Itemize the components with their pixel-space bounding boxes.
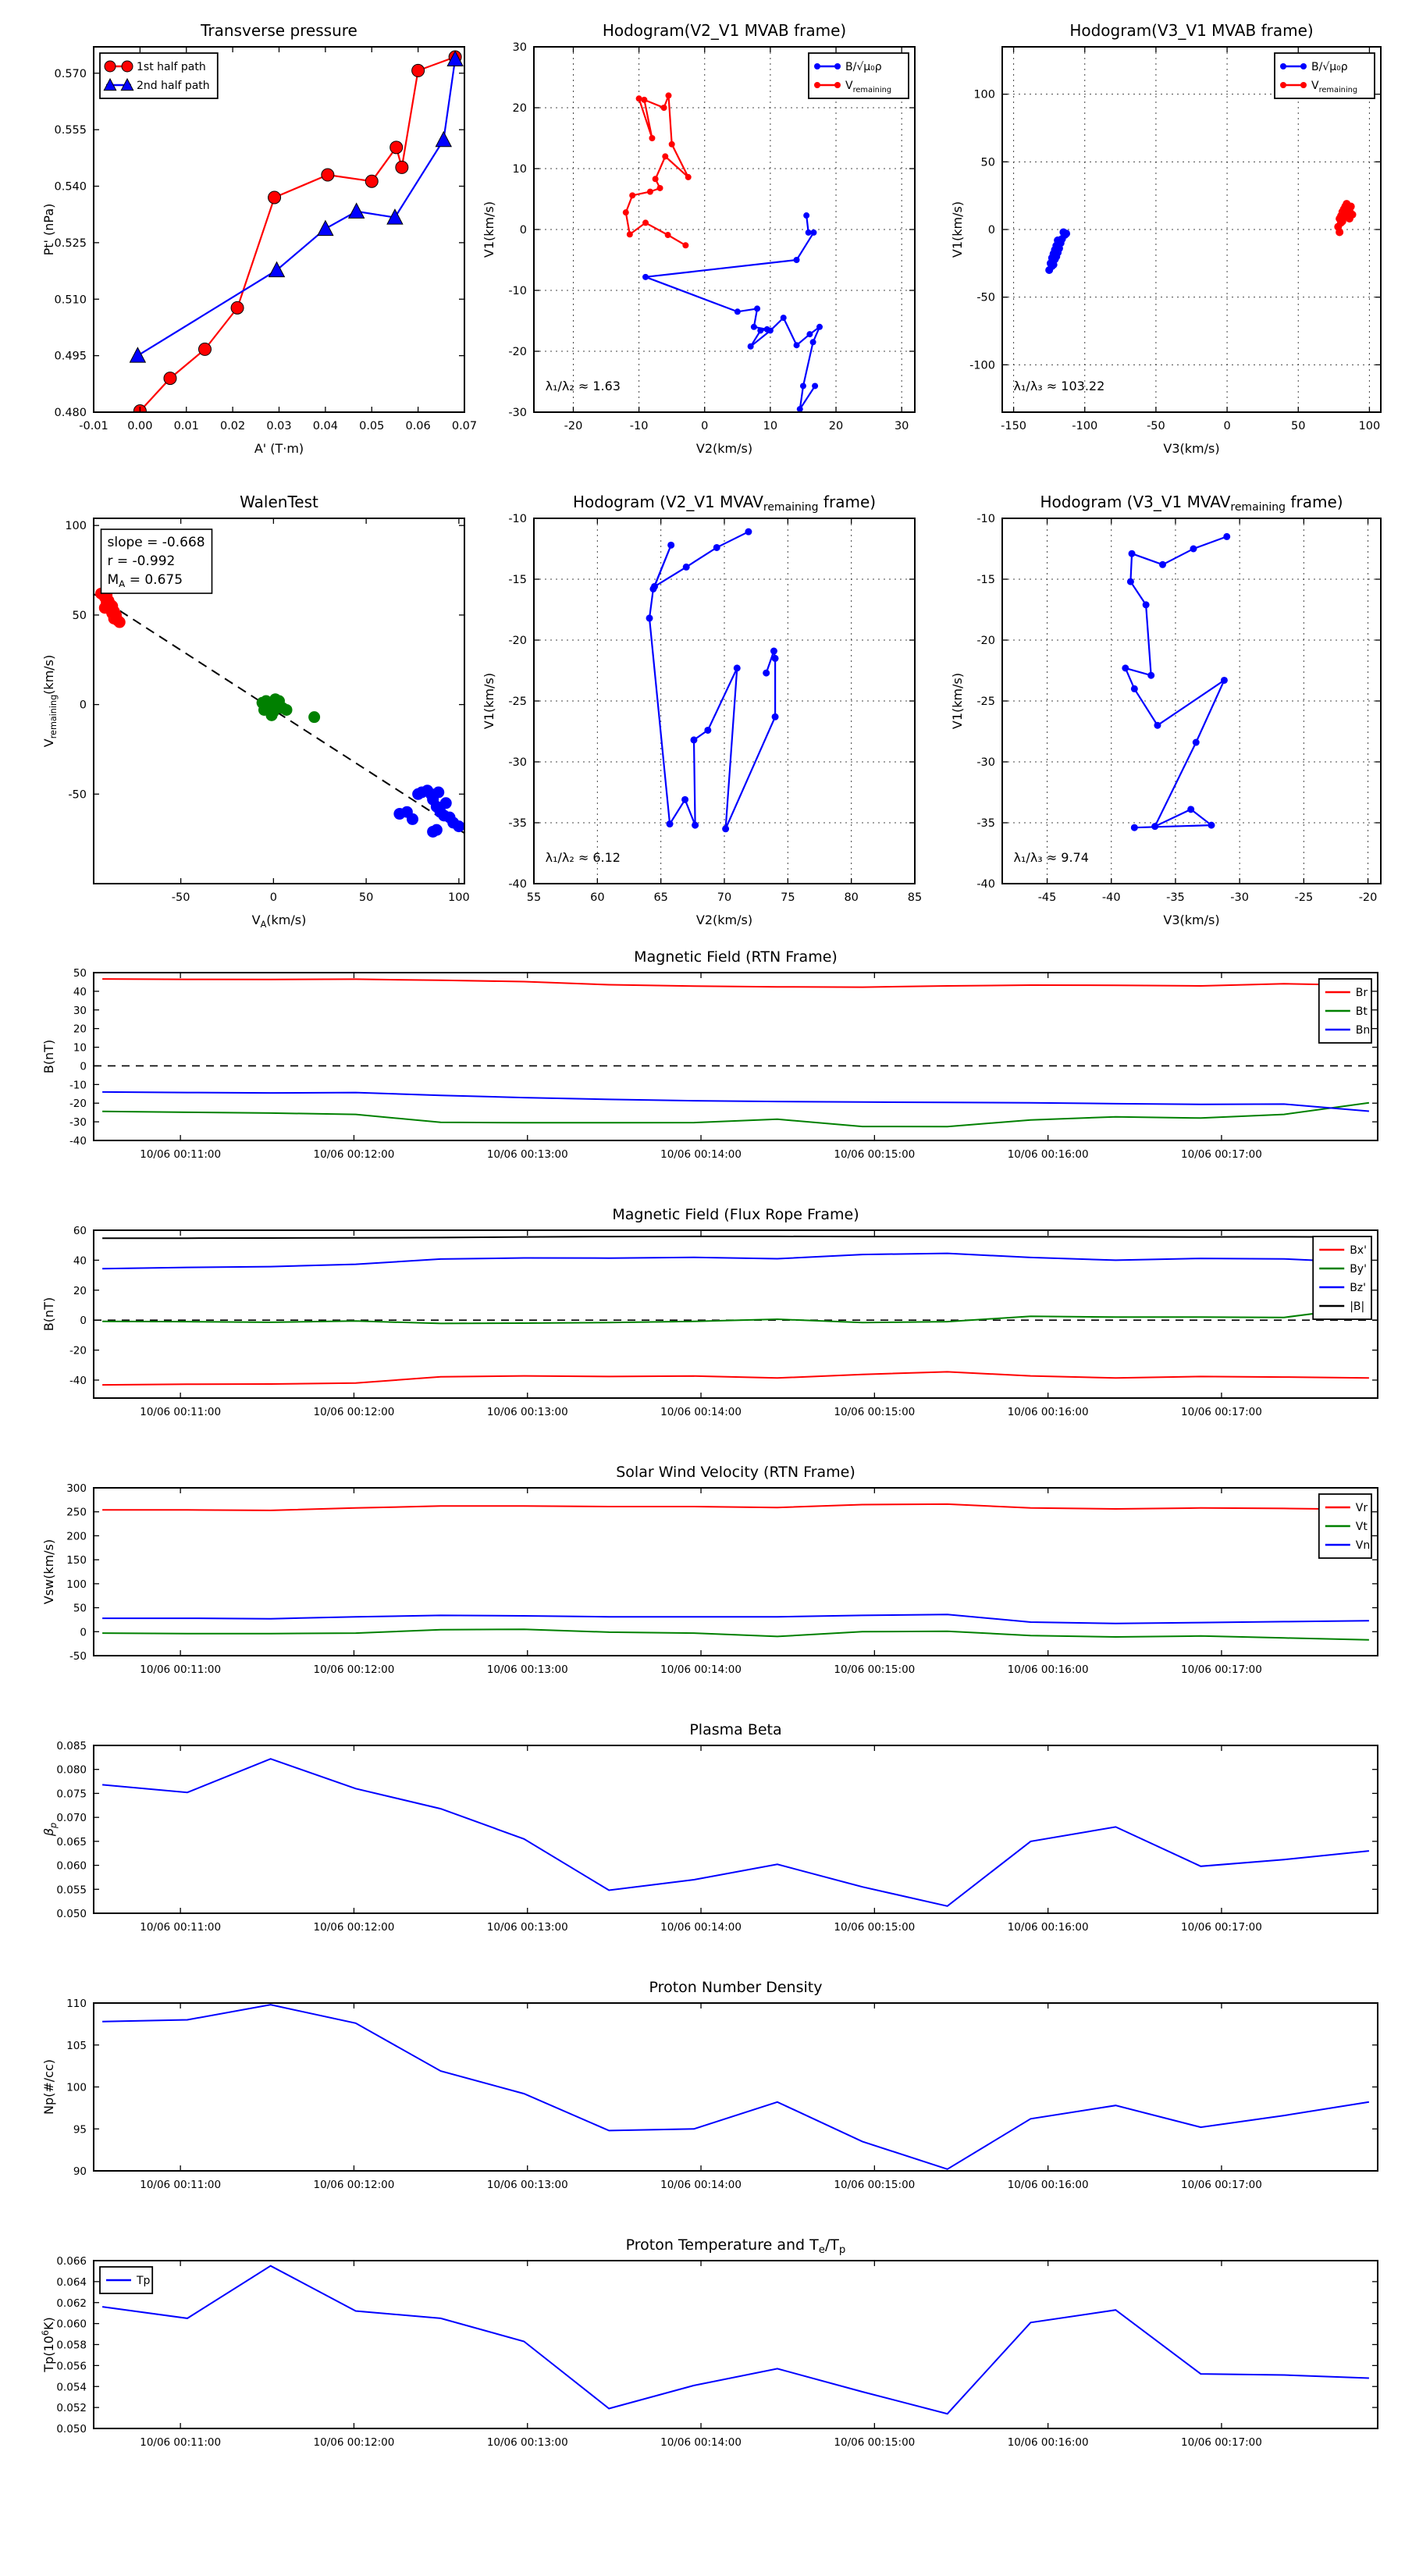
- x-tick-labels: [140, 1148, 1262, 1161]
- hodogram-v2v1-mvab-svg: [478, 6, 938, 475]
- y-tick-labels: [976, 513, 995, 891]
- legend: [1319, 1494, 1371, 1558]
- svg-text:1st half path: 1st half path: [137, 61, 206, 73]
- svg-text:-10: -10: [629, 420, 649, 432]
- chart-plasma-beta: [31, 1708, 1393, 1962]
- svg-text:0: 0: [701, 420, 709, 432]
- x-tick-labels: [140, 1406, 1262, 1418]
- svg-text:10: 10: [512, 163, 527, 176]
- annotation: [546, 850, 621, 865]
- chart-title: Magnetic Field (RTN Frame): [634, 948, 838, 966]
- annotation: [101, 529, 212, 593]
- svg-text:0: 0: [80, 1315, 87, 1328]
- svg-text:-30: -30: [1230, 891, 1249, 904]
- svg-text:0.04: 0.04: [312, 420, 339, 432]
- chart-title: Transverse pressure: [201, 21, 357, 40]
- svg-text:200: 200: [66, 1530, 87, 1543]
- y-axis-label: Pt' (nPa): [41, 203, 56, 256]
- svg-text:-15: -15: [976, 574, 995, 586]
- svg-text:-50: -50: [69, 1650, 87, 1663]
- chart-transverse-pressure: [31, 6, 480, 475]
- svg-text:-40: -40: [69, 1135, 87, 1147]
- svg-text:0.495: 0.495: [54, 350, 87, 363]
- svg-text:-35: -35: [1166, 891, 1185, 904]
- svg-text:10/06 00:14:00: 10/06 00:14:00: [660, 2436, 742, 2449]
- y-tick-labels: [508, 513, 527, 891]
- svg-text:250: 250: [66, 1506, 87, 1519]
- svg-text:λ₁/λ₃ ≈ 9.74: λ₁/λ₃ ≈ 9.74: [1013, 849, 1089, 865]
- mag-field-rtn-svg: [31, 935, 1393, 1189]
- x-axis-label: $V_A(km/s)$: [251, 913, 307, 930]
- svg-text:10/06 00:14:00: 10/06 00:14:00: [660, 1921, 742, 1934]
- chart-title: Hodogram (V3_V1 $MVAV_{remaining}$ frame): [1040, 493, 1343, 514]
- svg-text:10/06 00:17:00: 10/06 00:17:00: [1181, 1921, 1262, 1934]
- svg-text:slope = -0.668: slope = -0.668: [107, 535, 205, 551]
- y-tick-labels: [66, 1998, 87, 2178]
- chart-solar-wind-velocity: [31, 1450, 1393, 1704]
- svg-text:0.050: 0.050: [56, 2423, 87, 2435]
- svg-text:10/06 00:12:00: 10/06 00:12:00: [313, 1148, 395, 1161]
- x-axis-label: V2(km/s): [695, 441, 753, 456]
- svg-text:-40: -40: [69, 1374, 87, 1387]
- svg-text:Vt: Vt: [1355, 1521, 1368, 1533]
- svg-text:10/06 00:13:00: 10/06 00:13:00: [486, 1921, 568, 1934]
- y-tick-labels: [56, 1740, 87, 1920]
- svg-text:Bz': Bz': [1350, 1282, 1367, 1294]
- svg-text:0.06: 0.06: [405, 420, 431, 432]
- chart-magnetic-field-rtn: [31, 935, 1393, 1189]
- y-axis-label: B(nT): [41, 1297, 56, 1332]
- y-tick-labels: [65, 520, 87, 801]
- svg-text:75: 75: [781, 891, 795, 904]
- svg-text:10/06 00:17:00: 10/06 00:17:00: [1181, 1663, 1262, 1676]
- svg-text:150: 150: [66, 1554, 87, 1567]
- svg-text:-30: -30: [508, 756, 527, 769]
- svg-text:0.075: 0.075: [56, 1788, 87, 1801]
- svg-text:10/06 00:15:00: 10/06 00:15:00: [834, 1921, 916, 1934]
- svg-text:0.510: 0.510: [54, 294, 87, 307]
- svg-text:-50: -50: [68, 788, 87, 802]
- svg-text:0.570: 0.570: [54, 67, 87, 80]
- svg-text:10/06 00:13:00: 10/06 00:13:00: [486, 2436, 568, 2449]
- svg-text:40: 40: [73, 985, 87, 998]
- x-axis-label: A' (T·m): [254, 441, 304, 456]
- svg-text:-35: -35: [508, 817, 527, 830]
- svg-text:10/06 00:12:00: 10/06 00:12:00: [313, 2179, 395, 2191]
- svg-text:-10: -10: [508, 285, 527, 297]
- svg-text:10/06 00:11:00: 10/06 00:11:00: [140, 1148, 222, 1161]
- svg-text:10/06 00:11:00: 10/06 00:11:00: [140, 1921, 222, 1934]
- y-axis-label: $\beta_p$: [41, 1822, 59, 1837]
- svg-text:65: 65: [653, 891, 668, 904]
- y-axis-label: $V_{remaining}(km/s)$: [41, 654, 59, 748]
- svg-text:MA​ = 0.675: $M_A = 0.675$: [107, 572, 183, 590]
- svg-text:-0.01: -0.01: [79, 420, 108, 432]
- proton-temperature-svg: [31, 2223, 1393, 2477]
- chart-title: Hodogram (V2_V1 $MVAV_{remaining}$ frame): [572, 493, 877, 514]
- svg-text:Br: Br: [1355, 987, 1368, 999]
- legend: [1275, 53, 1375, 98]
- svg-text:100: 100: [1358, 420, 1381, 432]
- svg-text:-45: -45: [1037, 891, 1057, 904]
- svg-text:30: 30: [512, 41, 527, 54]
- svg-text:0.058: 0.058: [56, 2339, 87, 2352]
- chart-title: WalenTest: [240, 493, 318, 511]
- svg-text:10/06 00:15:00: 10/06 00:15:00: [834, 1406, 916, 1418]
- hodogram-v2v1-mvav-svg: [478, 478, 938, 946]
- svg-text:95: 95: [73, 2123, 87, 2137]
- svg-text:40: 40: [73, 1254, 87, 1268]
- svg-text:B/√μ₀ρ: B/√μ₀ρ: [845, 61, 882, 73]
- svg-text:0.066: 0.066: [56, 2255, 87, 2268]
- svg-text:20: 20: [828, 420, 844, 432]
- svg-text:-20: -20: [69, 1098, 87, 1111]
- x-axis-label: V3(km/s): [1163, 913, 1220, 927]
- svg-text:10/06 00:12:00: 10/06 00:12:00: [313, 1921, 395, 1934]
- legend: [100, 53, 218, 98]
- svg-text:10/06 00:17:00: 10/06 00:17:00: [1181, 2436, 1262, 2449]
- chart-title: Hodogram(V3_V1 MVAB frame): [1069, 21, 1314, 40]
- svg-text:0.065: 0.065: [56, 1835, 87, 1848]
- svg-text:10/06 00:14:00: 10/06 00:14:00: [660, 1406, 742, 1418]
- svg-text:λ₁/λ₂ ≈ 1.63: λ₁/λ₂ ≈ 1.63: [545, 378, 621, 393]
- svg-text:-30: -30: [508, 407, 527, 419]
- svg-text:10/06 00:12:00: 10/06 00:12:00: [313, 2436, 395, 2449]
- svg-text:10/06 00:16:00: 10/06 00:16:00: [1007, 1663, 1089, 1676]
- svg-text:10/06 00:16:00: 10/06 00:16:00: [1007, 1406, 1089, 1418]
- plasma-beta-svg: [31, 1708, 1393, 1962]
- svg-text:-35: -35: [976, 817, 995, 830]
- svg-text:50: 50: [73, 1602, 87, 1615]
- chart-hodogram-v2v1-mvav: [478, 478, 938, 946]
- svg-text:100: 100: [66, 1578, 87, 1591]
- legend: [1313, 1236, 1371, 1319]
- x-axis-label: V3(km/s): [1163, 441, 1220, 456]
- x-tick-labels: [1001, 420, 1380, 432]
- svg-text:-25: -25: [508, 696, 527, 708]
- chart-title: Magnetic Field (Flux Rope Frame): [612, 1206, 859, 1223]
- svg-text:r = -0.992: r = -0.992: [107, 553, 176, 570]
- svg-text:0.062: 0.062: [56, 2297, 87, 2310]
- svg-text:0.05: 0.05: [359, 420, 385, 432]
- y-axis-label: B(nT): [41, 1039, 56, 1074]
- svg-text:10/06 00:15:00: 10/06 00:15:00: [834, 2179, 916, 2191]
- svg-text:50: 50: [72, 609, 87, 622]
- svg-text:10/06 00:15:00: 10/06 00:15:00: [834, 1663, 916, 1676]
- svg-text:|B|: |B|: [1350, 1300, 1365, 1313]
- svg-text:0: 0: [1223, 420, 1231, 432]
- chart-hodogram-v2v1-mvab: [478, 6, 938, 475]
- svg-text:Bn: Bn: [1355, 1024, 1371, 1037]
- x-tick-labels: [527, 891, 922, 904]
- chart-title: Solar Wind Velocity (RTN Frame): [616, 1464, 855, 1481]
- svg-text:0: 0: [519, 224, 527, 237]
- y-axis-label: Np(#/cc): [41, 2059, 56, 2115]
- svg-text:0.080: 0.080: [56, 1763, 87, 1777]
- svg-text:0.055: 0.055: [56, 1884, 87, 1897]
- svg-text:0: 0: [79, 699, 87, 712]
- svg-text:-20: -20: [564, 420, 583, 432]
- svg-text:10/06 00:15:00: 10/06 00:15:00: [834, 2436, 916, 2449]
- svg-text:10/06 00:16:00: 10/06 00:16:00: [1007, 2436, 1089, 2449]
- chart-walen-test: [31, 478, 480, 946]
- svg-text:10/06 00:16:00: 10/06 00:16:00: [1007, 1148, 1089, 1161]
- svg-text:0.480: 0.480: [54, 407, 87, 419]
- svg-text:0.07: 0.07: [451, 420, 478, 432]
- y-tick-labels: [66, 1482, 87, 1663]
- svg-text:100: 100: [973, 88, 995, 101]
- svg-text:Vremaining​: $V_{remaining}$: [1311, 80, 1358, 94]
- svg-text:Vremaining​: $V_{remaining}$: [845, 80, 892, 94]
- svg-text:10/06 00:14:00: 10/06 00:14:00: [660, 1663, 742, 1676]
- svg-text:0.540: 0.540: [54, 180, 87, 194]
- svg-text:-10: -10: [976, 513, 995, 525]
- svg-text:-20: -20: [508, 346, 527, 358]
- svg-text:0: 0: [80, 1060, 87, 1073]
- svg-text:-30: -30: [976, 756, 995, 769]
- svg-text:0.050: 0.050: [56, 1908, 87, 1920]
- svg-text:10/06 00:12:00: 10/06 00:12:00: [313, 1663, 395, 1676]
- walen-test-svg: [31, 478, 480, 946]
- svg-text:20: 20: [73, 1284, 87, 1297]
- chart-title: Hodogram(V2_V1 MVAB frame): [602, 21, 847, 40]
- svg-text:-50: -50: [1147, 420, 1165, 432]
- svg-text:0.02: 0.02: [219, 420, 246, 432]
- svg-text:0.01: 0.01: [173, 420, 199, 432]
- svg-text:-20: -20: [69, 1344, 87, 1357]
- svg-text:0.064: 0.064: [56, 2275, 87, 2289]
- svg-text:10/06 00:11:00: 10/06 00:11:00: [140, 2436, 222, 2449]
- svg-text:-100: -100: [969, 359, 995, 372]
- svg-text:30: 30: [73, 1004, 87, 1017]
- svg-text:0.085: 0.085: [56, 1740, 87, 1752]
- svg-text:-50: -50: [976, 291, 995, 304]
- svg-text:50: 50: [980, 156, 995, 169]
- y-tick-labels: [56, 2255, 87, 2435]
- svg-text:85: 85: [907, 891, 923, 904]
- svg-text:10/06 00:13:00: 10/06 00:13:00: [486, 1406, 568, 1418]
- svg-text:Bt: Bt: [1355, 1005, 1368, 1018]
- solar-wind-velocity-svg: [31, 1450, 1393, 1704]
- legend: [1319, 979, 1371, 1043]
- svg-text:Vn: Vn: [1355, 1539, 1371, 1552]
- x-tick-labels: [564, 420, 909, 432]
- svg-text:100: 100: [66, 2081, 87, 2094]
- svg-text:90: 90: [73, 2165, 87, 2178]
- svg-text:-40: -40: [976, 878, 995, 891]
- y-tick-labels: [69, 1225, 87, 1387]
- svg-text:0: 0: [80, 1626, 87, 1639]
- svg-text:Bx': Bx': [1350, 1244, 1367, 1257]
- svg-text:10/06 00:14:00: 10/06 00:14:00: [660, 1148, 742, 1161]
- svg-text:20: 20: [73, 1023, 87, 1036]
- legend: [809, 53, 909, 98]
- chart-proton-temperature: [31, 2223, 1393, 2477]
- y-axis-label: V1(km/s): [950, 201, 965, 258]
- svg-text:λ₁/λ₃ ≈ 103.22: λ₁/λ₃ ≈ 103.22: [1013, 378, 1105, 393]
- annotation: [546, 379, 621, 393]
- chart-title: Plasma Beta: [689, 1721, 782, 1738]
- svg-text:B/√μ₀ρ: B/√μ₀ρ: [1311, 61, 1348, 73]
- svg-text:300: 300: [66, 1482, 87, 1495]
- svg-text:10/06 00:15:00: 10/06 00:15:00: [834, 1148, 916, 1161]
- svg-text:0.060: 0.060: [56, 2318, 87, 2331]
- svg-text:10/06 00:13:00: 10/06 00:13:00: [486, 2179, 568, 2191]
- y-axis-label: V1(km/s): [950, 672, 965, 730]
- svg-text:-10: -10: [508, 513, 527, 525]
- svg-text:0: 0: [987, 224, 995, 237]
- svg-text:10/06 00:14:00: 10/06 00:14:00: [660, 2179, 742, 2191]
- svg-text:105: 105: [66, 2039, 87, 2052]
- svg-text:-20: -20: [508, 635, 527, 647]
- svg-text:10/06 00:11:00: 10/06 00:11:00: [140, 2179, 222, 2191]
- svg-text:30: 30: [894, 420, 909, 432]
- svg-text:10/06 00:11:00: 10/06 00:11:00: [140, 1406, 222, 1418]
- svg-text:60: 60: [73, 1225, 87, 1237]
- svg-text:0.070: 0.070: [56, 1812, 87, 1825]
- chart-hodogram-v3v1-mvab: [946, 6, 1403, 475]
- svg-text:0.060: 0.060: [56, 1859, 87, 1873]
- svg-text:-20: -20: [976, 635, 995, 647]
- chart-magnetic-field-fluxrope: [31, 1193, 1393, 1446]
- svg-text:2nd half path: 2nd half path: [137, 80, 210, 92]
- annotation: [1014, 850, 1089, 865]
- svg-text:10/06 00:11:00: 10/06 00:11:00: [140, 1663, 222, 1676]
- svg-text:Tp: Tp: [137, 2275, 151, 2287]
- svg-text:80: 80: [844, 891, 859, 904]
- legend: [100, 2267, 152, 2293]
- svg-text:-150: -150: [1001, 420, 1027, 432]
- svg-text:60: 60: [590, 891, 605, 904]
- svg-text:20: 20: [512, 102, 527, 115]
- svg-text:10/06 00:13:00: 10/06 00:13:00: [486, 1148, 568, 1161]
- svg-text:0.00: 0.00: [127, 420, 153, 432]
- proton-number-density-svg: [31, 1966, 1393, 2219]
- hodogram-v3v1-mvav-svg: [946, 478, 1403, 946]
- svg-text:10/06 00:16:00: 10/06 00:16:00: [1007, 2179, 1089, 2191]
- svg-text:10/06 00:17:00: 10/06 00:17:00: [1181, 2179, 1262, 2191]
- svg-text:-100: -100: [1072, 420, 1098, 432]
- annotation: [1014, 379, 1105, 393]
- y-tick-labels: [508, 41, 527, 419]
- svg-text:λ₁/λ₂ ≈ 6.12: λ₁/λ₂ ≈ 6.12: [545, 849, 621, 865]
- y-axis-label: Vsw(km/s): [41, 1539, 56, 1605]
- x-tick-labels: [1038, 891, 1378, 904]
- x-tick-labels: [140, 1921, 1262, 1934]
- svg-text:10/06 00:12:00: 10/06 00:12:00: [313, 1406, 395, 1418]
- svg-text:70: 70: [717, 891, 732, 904]
- svg-text:0.03: 0.03: [266, 420, 292, 432]
- mag-field-fluxrope-svg: [31, 1193, 1393, 1446]
- chart-hodogram-v3v1-mvav: [946, 478, 1403, 946]
- x-tick-labels: [140, 2436, 1262, 2449]
- svg-text:10/06 00:17:00: 10/06 00:17:00: [1181, 1406, 1262, 1418]
- y-axis-label: V1(km/s): [482, 201, 496, 258]
- svg-text:10: 10: [763, 420, 778, 432]
- y-tick-labels: [54, 68, 87, 419]
- svg-text:-25: -25: [976, 696, 995, 708]
- svg-text:-25: -25: [1294, 891, 1314, 904]
- svg-text:-15: -15: [508, 574, 527, 586]
- transverse-pressure-svg: [31, 6, 480, 475]
- svg-text:0.555: 0.555: [54, 124, 87, 137]
- svg-text:110: 110: [66, 1998, 87, 2010]
- svg-text:-40: -40: [508, 878, 527, 891]
- svg-text:-30: -30: [69, 1116, 87, 1130]
- chart-title: Proton Temperature and $T_e/T_p$: [625, 2236, 846, 2256]
- y-axis-label: V1(km/s): [482, 672, 496, 730]
- x-tick-labels: [140, 2179, 1262, 2191]
- chart-title: Proton Number Density: [649, 1979, 823, 1996]
- svg-text:0.525: 0.525: [54, 237, 87, 250]
- svg-text:-10: -10: [69, 1079, 87, 1092]
- svg-text:10: 10: [73, 1041, 87, 1055]
- x-axis-label: V2(km/s): [695, 913, 753, 927]
- svg-text:10/06 00:16:00: 10/06 00:16:00: [1007, 1921, 1089, 1934]
- svg-text:100: 100: [65, 520, 87, 533]
- x-tick-labels: [172, 891, 470, 904]
- svg-text:By': By': [1350, 1263, 1367, 1276]
- x-tick-labels: [140, 1663, 1262, 1676]
- chart-proton-number-density: [31, 1966, 1393, 2219]
- svg-text:Vr: Vr: [1355, 1502, 1368, 1514]
- svg-text:10/06 00:17:00: 10/06 00:17:00: [1181, 1148, 1262, 1161]
- y-tick-labels: [969, 89, 995, 372]
- svg-text:100: 100: [448, 891, 470, 904]
- svg-text:0.052: 0.052: [56, 2402, 87, 2415]
- x-tick-labels: [79, 420, 477, 432]
- svg-text:0.056: 0.056: [56, 2360, 87, 2373]
- svg-text:-20: -20: [1358, 891, 1378, 904]
- hodogram-v3v1-mvab-svg: [946, 6, 1403, 475]
- svg-text:55: 55: [526, 891, 542, 904]
- svg-text:50: 50: [358, 891, 374, 904]
- svg-text:0.054: 0.054: [56, 2381, 87, 2394]
- svg-text:50: 50: [1291, 420, 1306, 432]
- svg-text:10/06 00:13:00: 10/06 00:13:00: [486, 1663, 568, 1676]
- y-tick-labels: [69, 967, 87, 1147]
- y-axis-label: $Tp(10^6K)$: [41, 2317, 56, 2372]
- svg-text:-40: -40: [1101, 891, 1121, 904]
- svg-text:50: 50: [73, 967, 87, 980]
- svg-text:-50: -50: [171, 891, 190, 904]
- svg-text:0: 0: [269, 891, 277, 904]
